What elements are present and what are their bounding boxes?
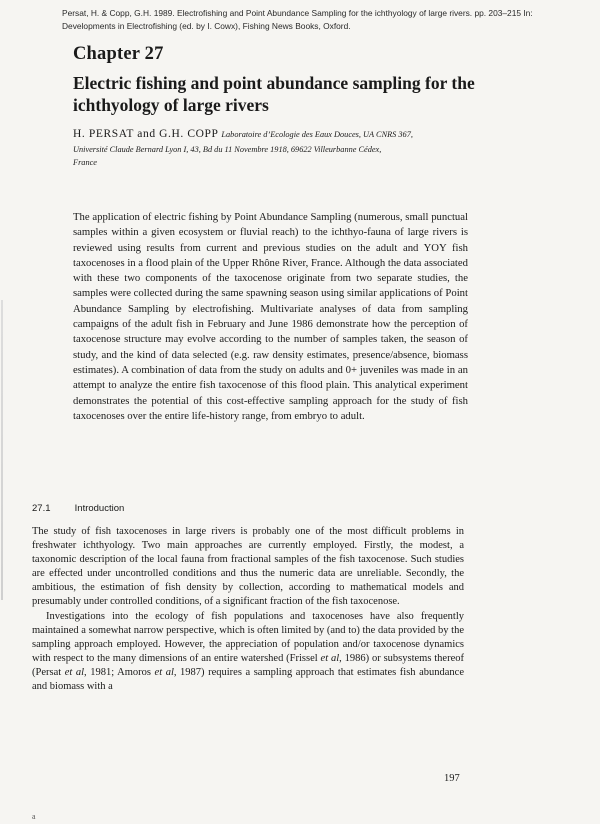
et-al-3: et al <box>154 666 174 678</box>
citation-header <box>62 7 582 33</box>
section-number: 27.1 <box>32 503 51 514</box>
section-title: Introduction <box>74 503 125 514</box>
chapter-number: Chapter 27 <box>73 44 164 64</box>
author-line <box>73 127 473 142</box>
author-names: H. PERSAT and G.H. COPP <box>73 128 219 140</box>
scan-edge-shadow <box>1 300 3 600</box>
abstract <box>73 210 468 424</box>
intro-p2-part-d: , 1987) requires a sampling approach that estimates fish abundance and biomass with a <box>32 666 464 693</box>
corner-mark: a <box>32 812 36 821</box>
citation-line-1: Persat, H. & Copp, G.H. 1989. Electrofishing and Point Abundance Sampling for the ichthyology of large rivers. pp. 203–215 In: <box>62 8 533 18</box>
et-al-2: et al <box>64 666 85 678</box>
introduction-body <box>32 525 464 694</box>
section-heading <box>32 503 124 514</box>
affiliation-country: France <box>73 158 97 167</box>
intro-p2-part-a: Investigations into the ecology of fish populations and taxocenoses have also frequently maintained a somewhat narrow perspective, which is often limited by (and to) the data provided by the sampling approach employed. However, the appreciation of population and/or taxocenose dynamics with respect to the many dimensions of an entire watershed (Frissel <box>32 610 464 664</box>
intro-p2-part-b: , 1986) or subsystems thereof (Persat <box>32 652 464 678</box>
intro-paragraph-2 <box>32 610 464 695</box>
intro-p2-part-c: , 1981; Amoros <box>84 666 155 678</box>
affiliation-block <box>73 143 473 169</box>
affiliation-university: Université Claude Bernard Lyon I, 43, Bd du 11 Novembre 1918, 69622 Villeurbanne Cédex, <box>73 145 382 154</box>
abstract-text: The application of electric fishing by Point Abundance Sampling (numerous, small punctual samples within a given ecosystem or fluvial reach) to the ichthyo-fauna of large rivers is reviewed using results from current and previous studies on the adult and YOY fish taxocenoses in a flood plain of the Upper Rhône River, France. Although the data associated with these two components of the taxocenose originate from two separate studies, the samples were collected during the same spawning season using similar applications of Point Abundance Sampling by electrofishing. Multivariate analyses of data from sampling campaigns of the adult fish in February and June 1986 demonstrate how the perception of taxocenose structure may evolve according to the number of samples taken, the season of study, and the kind of data selected (e.g. raw density estimates, presence/absence, biomass estimates). A combination of data from the study on adults and 0+ juveniles was made in an attempt to analyze the entire fish taxocenose of this flood plain. This analytical experiment demonstrates the potential of this cost-effective sampling approach for the study of fish taxocenoses over the entire life-history range, from embryo to adult. <box>73 211 468 422</box>
et-al-1: et al <box>320 652 340 664</box>
intro-paragraph-1: The study of fish taxocenoses in large rivers is probably one of the most difficult problems in freshwater ichthyology. Two main approaches are currently employed. Firstly, the modest, a taxonomic description of the local fauna from fractional samples of the fish taxocenose. Such studies are effected under uncontrolled conditions and thus the numeric data are unreliable. Secondly, the ambitious, the estimation of fish density by collection, according to mathematical models and presumably under controlled conditions, of a significant fraction of the fish taxocenose. <box>32 526 464 608</box>
page-number: 197 <box>444 773 460 784</box>
chapter-title: Electric fishing and point abundance sampling for the ichthyology of large rivers <box>73 73 475 115</box>
affiliation-lab: Laboratoire d’Ecologie des Eaux Douces, UA CNRS 367, <box>221 130 413 139</box>
citation-line-2: Developments in Electrofishing (ed. by I. Cowx), Fishing News Books, Oxford. <box>62 21 351 31</box>
